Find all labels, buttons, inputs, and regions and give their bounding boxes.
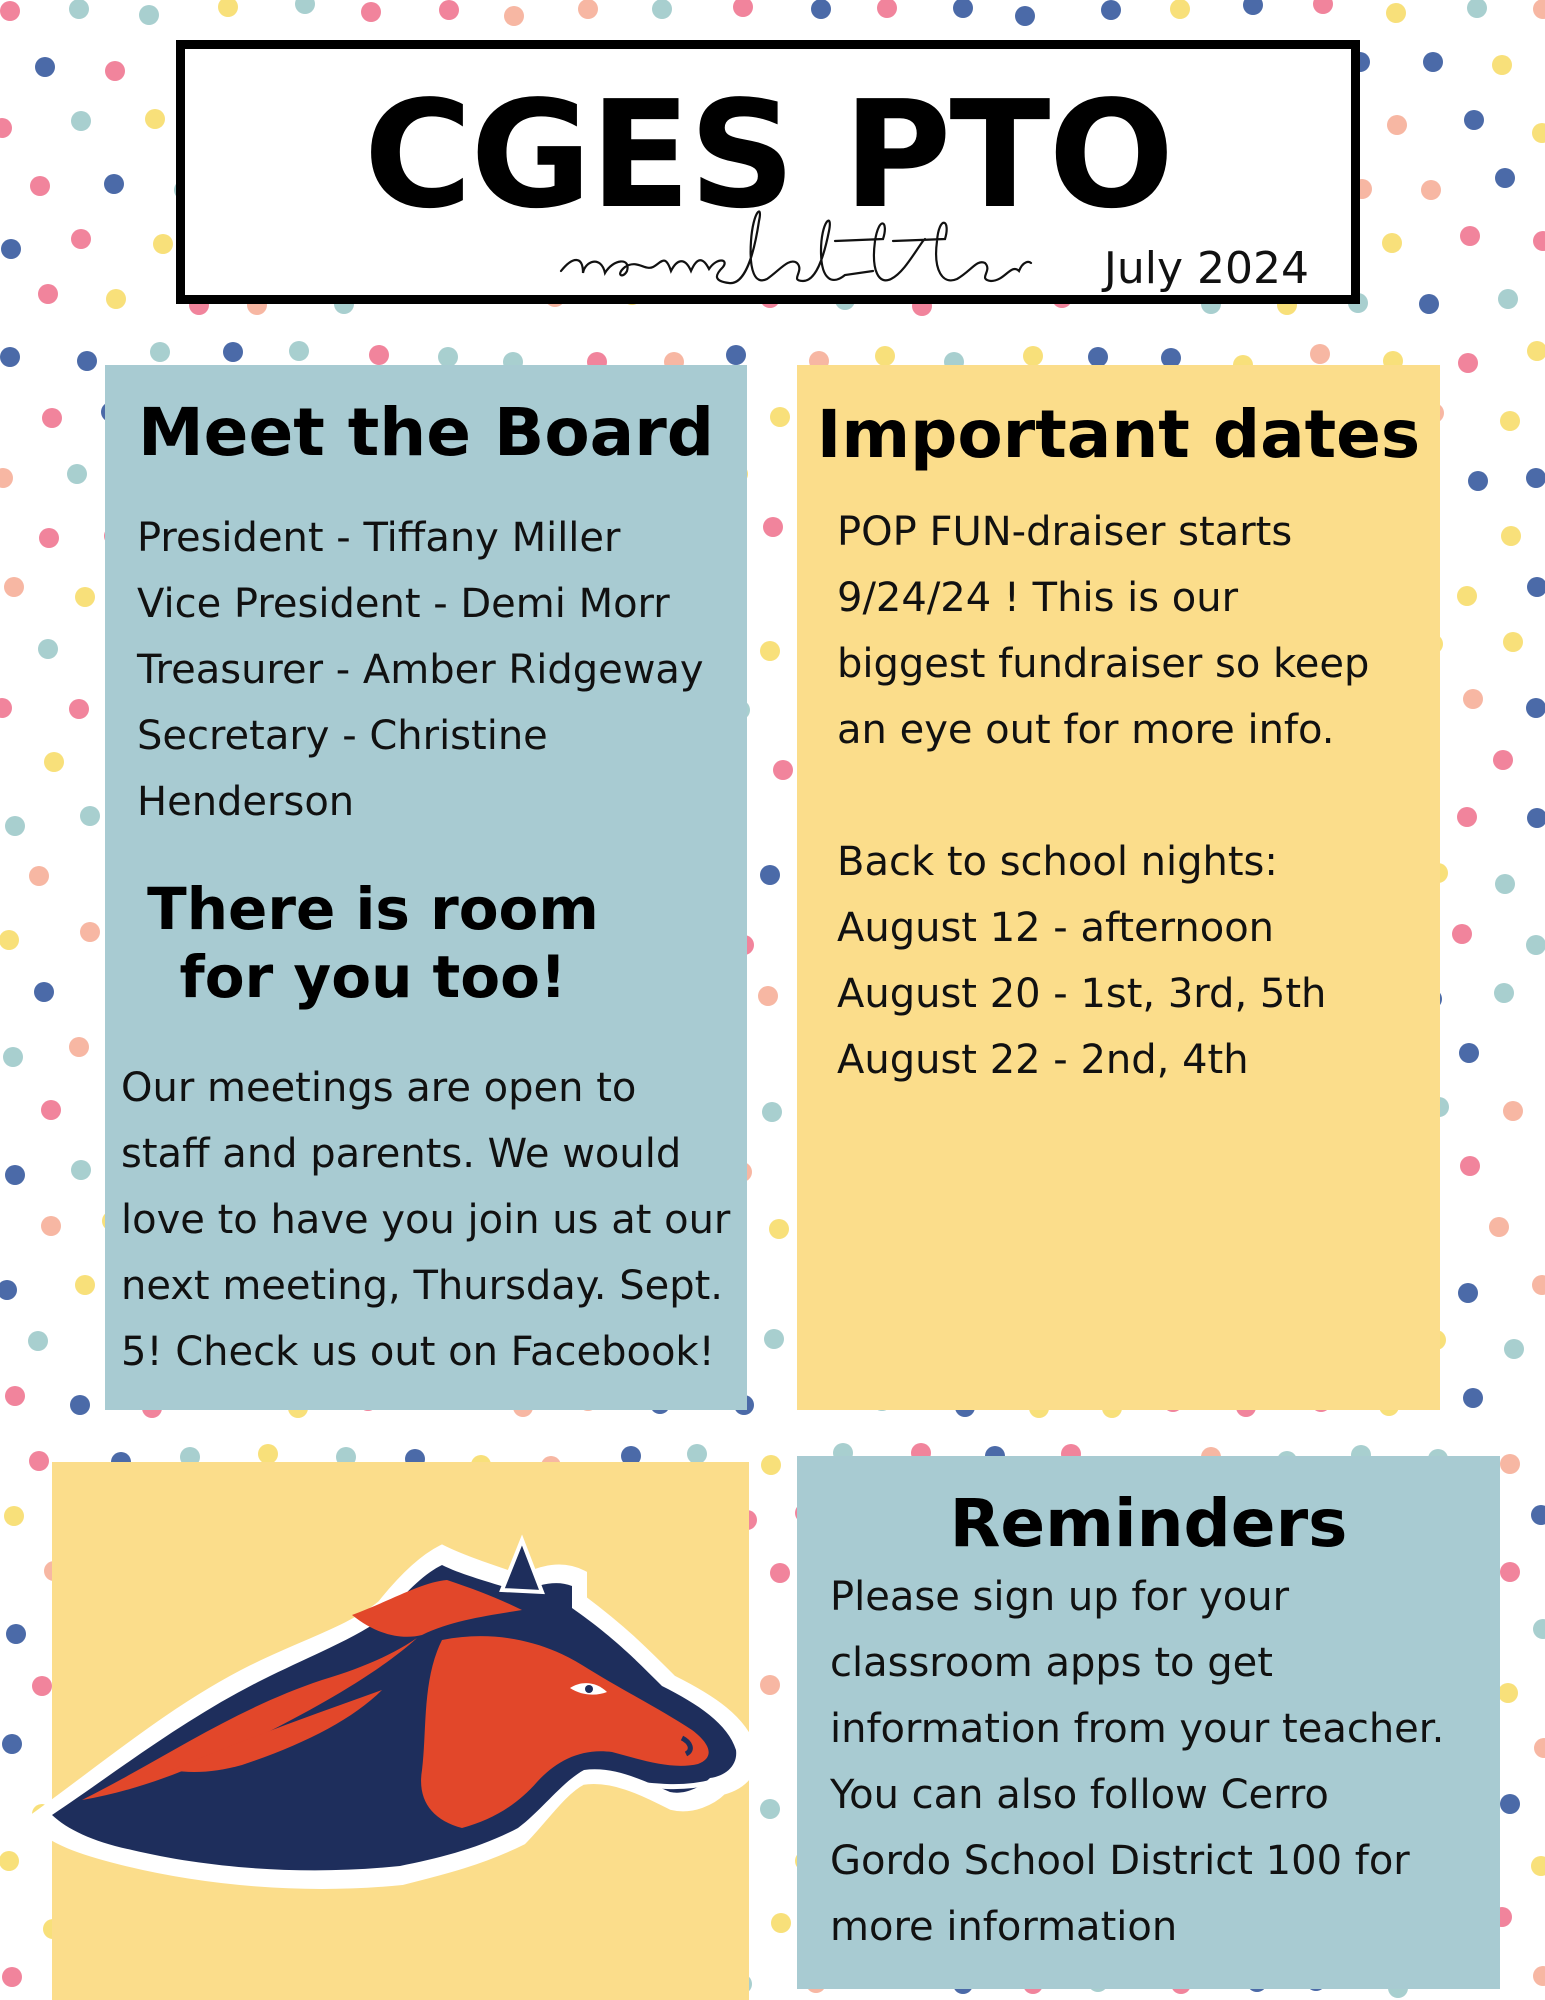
newsletter-title: CGES PTO [363,69,1173,241]
polka-dot [2,1734,22,1754]
polka-dot [1419,294,1439,314]
polka-dot [770,407,790,427]
mustang-head-icon [22,1520,762,1920]
polka-dot [295,0,315,14]
polka-dot [39,528,59,548]
polka-dot [5,816,25,836]
polka-dot [71,1160,91,1180]
polka-dot [28,1331,48,1351]
polka-dot [361,2,381,22]
polka-dot [5,1386,25,1406]
board-member: Treasurer - Amber Ridgeway [137,647,704,693]
polka-dot [726,345,746,365]
polka-dot [760,1675,780,1695]
polka-dot [1460,1156,1480,1176]
polka-dot [1421,180,1441,200]
polka-dot [0,347,20,367]
polka-dot [3,1047,23,1067]
polka-dot [67,464,87,484]
polka-dot [1489,1217,1509,1237]
polka-dot [41,1216,61,1236]
polka-dot [439,0,459,20]
polka-dot [1527,808,1545,828]
newsletter-script-word [553,201,1033,311]
polka-dot [733,0,753,17]
polka-dot [1458,1283,1478,1303]
polka-dot [1532,1275,1545,1295]
important-dates-text: POP FUN-draiser starts 9/24/24 ! This is our biggest fundraiser so keep an eye out for more info. Back to school nights: August 12 - afternoon August 20 - 1st, 3rd, 5th August 22 - 2nd, 4th [837,509,1370,1083]
polka-dot [758,986,778,1006]
polka-dot [652,0,672,19]
polka-dot [761,1455,781,1475]
polka-dot [1526,935,1545,955]
polka-dot [1023,346,1043,366]
polka-dot [1534,1738,1545,1758]
polka-dot [29,1451,49,1471]
polka-dot [77,351,97,371]
polka-dot [1533,0,1545,19]
polka-dot [1452,924,1472,944]
polka-dot [145,109,165,129]
polka-dot [1015,6,1035,26]
polka-dot [1423,52,1443,72]
polka-dot [71,229,91,249]
polka-dot [38,284,58,304]
polka-dot [1501,526,1521,546]
polka-dot [1243,0,1263,15]
polka-dot [760,1799,780,1819]
polka-dot [105,61,125,81]
polka-dot [69,699,89,719]
polka-dot [1531,1856,1545,1876]
polka-dot [877,0,897,18]
polka-dot [1457,586,1477,606]
polka-dot [70,1395,90,1415]
polka-dot [1504,1339,1524,1359]
polka-dot [1500,1562,1520,1582]
polka-dot [1468,471,1488,491]
polka-dot [1463,689,1483,709]
polka-dot [1467,0,1487,18]
board-member: Vice President - Demi Morr [137,581,670,627]
polka-dot [1464,110,1484,130]
board-member: Secretary - Christine [137,713,548,759]
meet-the-board-panel [105,365,747,1410]
polka-dot [0,1851,19,1871]
polka-dot [1170,0,1190,19]
polka-dot [1463,1388,1483,1408]
polka-dot [1,239,21,259]
polka-dot [1313,0,1333,14]
meet-the-board-heading: Meet the Board [138,394,714,471]
board-member-list [137,505,704,835]
newsletter-date: July 2024 [1103,243,1309,294]
polka-dot [1310,344,1330,364]
polka-dot [223,342,243,362]
polka-dot [34,982,54,1002]
polka-dot [69,1037,89,1057]
polka-dot [760,865,780,885]
polka-dot [1498,289,1518,309]
polka-dot [1527,341,1545,361]
polka-dot [150,342,170,362]
polka-dot [38,639,58,659]
polka-dot [1500,1794,1520,1814]
board-member: Henderson [137,779,355,825]
reminders-text: Please sign up for your classroom apps to get information from your teacher. You can also follow Cerro Gordo School District 100 for more information [830,1574,1445,1950]
polka-dot [218,0,238,17]
polka-dot [0,1280,17,1300]
polka-dot [75,587,95,607]
polka-dot [1101,0,1121,20]
polka-dot [71,111,91,131]
polka-dot [504,6,524,26]
polka-dot [139,5,159,25]
polka-dot [5,1165,25,1185]
polka-dot [1498,1683,1518,1703]
reminders-panel [797,1456,1500,1989]
polka-dot [762,1102,782,1122]
polka-dot [1526,468,1545,488]
polka-dot [30,176,50,196]
polka-dot [1533,1619,1545,1639]
polka-dot [1531,1505,1545,1525]
polka-dot [4,577,24,597]
polka-dot [0,118,12,138]
polka-dot [106,289,126,309]
polka-dot [875,346,895,366]
polka-dot [687,1444,707,1464]
polka-dot [1387,115,1407,135]
polka-dot [0,698,12,718]
polka-dot [1458,353,1478,373]
polka-dot [1533,1966,1545,1986]
important-dates-heading: Important dates [816,396,1421,473]
polka-dot [1526,698,1545,718]
newsletter-header [176,40,1360,304]
polka-dot [770,1563,790,1583]
polka-dot [578,0,598,19]
polka-dot [1386,3,1406,23]
polka-dot [1494,983,1514,1003]
polka-dot [773,760,793,780]
polka-dot [42,408,62,428]
polka-dot [763,517,783,537]
polka-dot [1500,411,1520,431]
polka-dot [289,341,309,361]
polka-dot [1495,168,1515,188]
polka-dot [75,1275,95,1295]
polka-dot [44,752,64,772]
polka-dot [0,468,13,488]
polka-dot [1492,55,1512,75]
polka-dot [0,1,20,21]
polka-dot [0,930,19,950]
polka-dot [80,806,100,826]
polka-dot [769,1219,789,1239]
polka-dot [1527,577,1545,597]
polka-dot [771,1913,791,1933]
polka-dot [760,641,780,661]
room-for-you-heading: There is room for you too! [147,875,599,1011]
polka-dot [2,1967,22,1987]
polka-dot [1503,632,1523,652]
polka-dot [1532,123,1545,143]
polka-dot [1533,231,1545,251]
board-member: President - Tiffany Miller [137,515,621,561]
polka-dot [1493,750,1513,770]
polka-dot [811,0,831,19]
polka-dot [1460,226,1480,246]
polka-dot [1500,1454,1520,1474]
polka-dot [1382,233,1402,253]
meetings-paragraph: Our meetings are open to staff and parents. We would love to have you join us at our next meeting, Thursday. Sept. 5! Check us out on Facebook! [121,1065,731,1375]
polka-dot [104,174,124,194]
polka-dot [1503,1101,1523,1121]
reminders-heading: Reminders [949,1485,1348,1562]
polka-dot [29,866,49,886]
polka-dot [69,0,89,19]
polka-dot [1459,1043,1479,1063]
polka-dot [764,1329,784,1349]
polka-dot [35,57,55,77]
polka-dot [953,0,973,18]
important-dates-panel [797,365,1440,1410]
polka-dot [369,345,389,365]
polka-dot [41,1100,61,1120]
polka-dot [1495,874,1515,894]
polka-dot [153,234,173,254]
polka-dot [1457,807,1477,827]
